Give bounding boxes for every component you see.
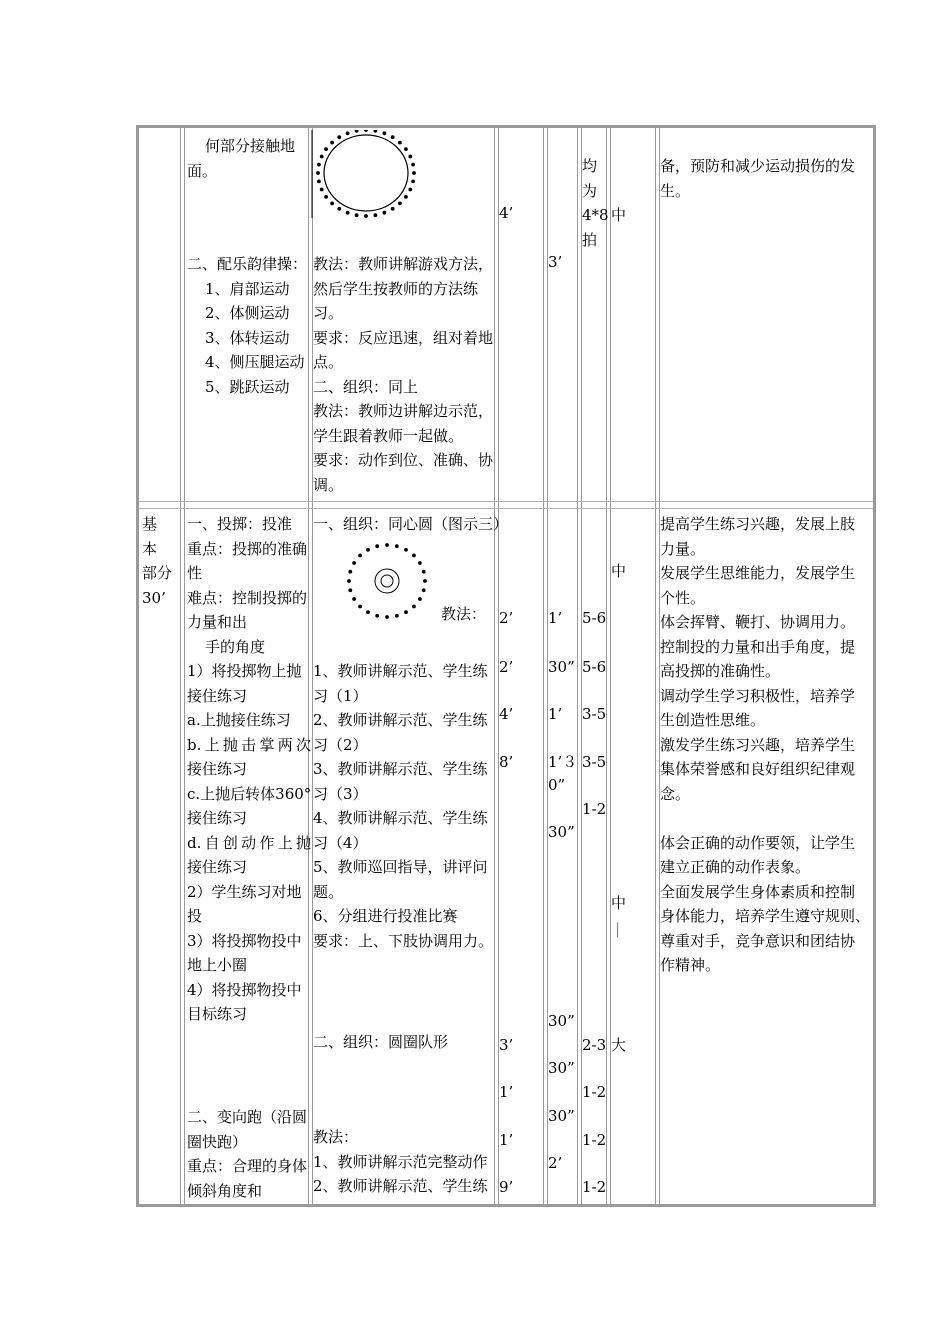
formation-dot <box>316 171 320 175</box>
goal-text: 体会挥臂、鞭打、协调用力。 <box>660 613 856 631</box>
formation-dot <box>408 188 412 192</box>
content-text: b.上抛击掌两次 <box>187 735 311 754</box>
formation-dot <box>324 147 328 151</box>
content-text: 接住练习 <box>187 858 248 876</box>
formation-dot <box>352 597 356 601</box>
content-text: 难点：控制投掷的 <box>187 588 308 607</box>
method-text: 二、组织：同上 <box>313 377 419 396</box>
goal-text: 生创造性思维。 <box>660 711 766 729</box>
method-text: 要求：反应迅速，组对着地 <box>313 328 494 347</box>
formation-dot <box>383 131 387 135</box>
formation-dot <box>337 135 341 139</box>
content-text: 何部分接触地 <box>205 137 296 155</box>
method-text: 教法：教师讲解游戏方法， <box>313 255 494 273</box>
part-duration: 30’ <box>142 588 166 607</box>
content-text: 圈快跑） <box>187 1132 248 1151</box>
rhythm-item: 1、肩部运动 <box>205 279 290 298</box>
goal-text: 念。 <box>660 784 691 803</box>
count-value: 5-6 <box>582 609 607 627</box>
method-title-2: 二、组织：圆圈队形 <box>313 1033 449 1051</box>
rhythm-item: 3、体转运动 <box>205 328 290 347</box>
count-value: 1-2 <box>582 800 607 818</box>
concentric-circle-diagram <box>344 539 434 623</box>
formation-dot <box>330 202 334 206</box>
method-text: 1、教师讲解示范完整动作 <box>313 1152 488 1171</box>
formation-dot <box>346 211 350 215</box>
time-value: 1’ <box>499 1131 514 1149</box>
intensity-value: 大 <box>611 1036 627 1054</box>
formation-dot <box>348 570 352 574</box>
formation-dot <box>395 544 399 548</box>
count-value: 1-2 <box>582 1178 607 1196</box>
formation-dot <box>412 171 416 175</box>
table-row-warmup <box>139 128 873 501</box>
goal-text: 力量。 <box>660 539 706 558</box>
formation-dot <box>364 214 368 218</box>
formation-dot <box>412 554 416 558</box>
content-text: 性 <box>187 564 203 582</box>
goal-text: 激发学生练习兴趣，培养学生 <box>660 735 856 754</box>
goal-text: 个性。 <box>660 588 706 607</box>
goal-text: 身体能力，培养学生遵守规则、 <box>660 907 871 925</box>
content-cell <box>187 512 311 1027</box>
time-value: 3’ <box>548 253 563 271</box>
formation-dot <box>398 202 402 206</box>
part-cell <box>142 512 182 610</box>
goal-text: 备，预防和减少运动损伤的发 <box>660 157 856 175</box>
goal-text: 高投掷的准确性。 <box>660 662 781 680</box>
time-value: 4’ <box>499 204 514 222</box>
count-cell <box>582 154 608 252</box>
method-text: 4、教师讲解示范、学生练 <box>313 809 488 827</box>
count-value: 1-2 <box>582 1083 607 1101</box>
goal-text: 尊重对手，竞争意识和团结协 <box>660 931 856 950</box>
rhythm-item: 2、体侧运动 <box>205 304 290 322</box>
count-value: 3-5 <box>582 705 607 723</box>
formation-dot <box>355 213 359 217</box>
intensity-value: 中 <box>611 206 627 224</box>
formation-dot <box>423 579 427 583</box>
formation-dot <box>398 141 402 145</box>
goal-cell <box>660 154 875 203</box>
rhythm-title: 二、配乐韵律操： <box>187 255 308 273</box>
method-text: 调。 <box>313 475 344 494</box>
content-text: 倾斜角度和 <box>187 1181 263 1200</box>
formation-dot <box>375 614 379 618</box>
formation-dot <box>383 211 387 215</box>
rhythm-exercise-cell <box>187 252 308 399</box>
formation-dot <box>404 548 408 552</box>
formation-dot <box>391 135 395 139</box>
formation-dot <box>364 130 368 132</box>
method-text: 习（1） <box>313 686 368 705</box>
formation-dot <box>330 141 334 145</box>
method-cell <box>313 252 497 497</box>
goal-cell <box>660 512 875 978</box>
method-text: 6、分组进行投准比赛 <box>313 907 458 925</box>
count-text: 4*8 <box>582 206 609 224</box>
content-text: 3）将投掷物投中 <box>187 931 302 950</box>
method-text: 2、教师讲解示范、学生练 <box>313 711 488 729</box>
formation-dot <box>366 548 370 552</box>
content-text: d.自创动作上抛 <box>187 833 311 852</box>
count-value: 5-6 <box>582 658 607 676</box>
each-time-value: 30” <box>548 823 575 841</box>
formation-dot <box>352 561 356 565</box>
content-text: 投 <box>187 907 203 925</box>
content-text: 目标练习 <box>187 1005 248 1023</box>
content-text: 接住练习 <box>187 686 248 705</box>
method-text: 习。 <box>313 304 344 322</box>
goal-text: 提高学生练习兴趣，发展上肢 <box>660 515 856 533</box>
each-time-value: 1’ <box>548 609 563 627</box>
count-value: 2-3 <box>582 1036 607 1054</box>
content-text: 地上小圈 <box>187 956 248 974</box>
content-text: 1）将投掷物上抛 <box>187 662 302 680</box>
formation-dot <box>391 207 395 211</box>
method-text: 3、教师讲解示范、学生练 <box>313 760 488 778</box>
formation-dot <box>320 188 324 192</box>
each-time-value: 2’ <box>548 1154 563 1172</box>
content-text: 手的角度 <box>205 637 266 656</box>
time-value: 2’ <box>499 609 514 627</box>
formation-dot <box>366 610 370 614</box>
content-text: 4）将投掷物投中 <box>187 980 302 999</box>
method-label: 教法： <box>441 605 487 623</box>
count-value: 1-2 <box>582 1131 607 1149</box>
each-time-value: 30” <box>548 658 575 676</box>
goal-text: 生。 <box>660 181 691 200</box>
method-text: 习（4） <box>313 833 368 852</box>
content-text: 力量和出 <box>187 613 248 631</box>
content-cell <box>187 134 308 183</box>
count-value: 3-5 <box>582 753 607 771</box>
content-text: c.上抛后转体360° <box>187 784 312 803</box>
formation-dot <box>404 195 408 199</box>
formation-dot <box>347 579 351 583</box>
circle-formation-diagram <box>311 130 421 222</box>
goal-text: 控制投的力量和出手角度，提 <box>660 637 856 656</box>
method-cell-2 <box>313 1125 497 1199</box>
time-value: 4’ <box>499 705 514 723</box>
formation-dot <box>324 195 328 199</box>
goal-text: 集体荣誉感和良好组织纪律观 <box>660 760 856 778</box>
part-label: 基 本 <box>142 515 173 558</box>
formation-dot <box>337 207 341 211</box>
time-value: 3’ <box>499 1036 514 1054</box>
content-text: 二、变向跑（沿圆 <box>187 1108 308 1126</box>
content-text: 接住练习 <box>187 760 248 778</box>
each-time-value: 30” <box>548 1012 575 1030</box>
formation-dot <box>395 614 399 618</box>
time-value: 2’ <box>499 658 514 676</box>
count-text: 均 <box>582 157 598 175</box>
time-value: 1’ <box>499 1083 514 1101</box>
formation-dot <box>408 155 412 159</box>
goal-text: 作精神。 <box>660 956 721 974</box>
content-text: 重点：合理的身体 <box>187 1157 308 1175</box>
formation-dot <box>375 544 379 548</box>
part-label: 部分 <box>142 564 173 582</box>
method-text: 教法：教师边讲解边示范， <box>313 402 494 420</box>
each-time-value: 30” <box>548 1107 575 1125</box>
formation-dot <box>404 610 408 614</box>
method-text: 习（2） <box>313 735 368 754</box>
method-text: 然后学生按教师的方法练 <box>313 279 479 298</box>
formation-dots <box>316 130 416 218</box>
time-value: 8’ <box>499 753 514 771</box>
formation-dot <box>317 163 321 167</box>
content-text: 一、投掷：投准 <box>187 515 293 533</box>
method-text: 1、教师讲解示范、学生练 <box>313 662 488 680</box>
formation-dot <box>320 155 324 159</box>
method-label: 教法： <box>313 1128 359 1146</box>
formation-dot <box>404 147 408 151</box>
formation-dot <box>411 163 415 167</box>
content-text: 接住练习 <box>187 809 248 827</box>
formation-dot <box>422 588 426 592</box>
lesson-plan-table <box>136 125 876 1207</box>
each-time-value: 0” <box>548 776 566 794</box>
formation-dot <box>418 561 422 565</box>
count-text: 拍 <box>582 230 598 249</box>
formation-dots <box>347 543 427 619</box>
content-text: 重点：投掷的准确 <box>187 539 308 558</box>
time-value: 9’ <box>499 1178 514 1196</box>
rhythm-item: 5、跳跃运动 <box>205 377 290 396</box>
method-text: 点。 <box>313 353 344 371</box>
each-time-value: 1’ <box>548 705 563 723</box>
intensity-value: 中 <box>611 562 627 580</box>
method-text: 要求：动作到位、准确、协 <box>313 451 494 469</box>
method-text: 5、教师巡回指导，讲评问 <box>313 858 488 876</box>
content-text: 2）学生练习对地 <box>187 882 302 901</box>
formation-dot <box>346 131 350 135</box>
method-title: 一、组织：同心圆（图示三） <box>313 515 509 533</box>
each-time-value: 30” <box>548 1059 575 1077</box>
formation-dot <box>385 615 389 619</box>
formation-dot <box>411 180 415 184</box>
goal-text: 发展学生思维能力，发展学生 <box>660 564 856 582</box>
method-text: 学生跟着教师一起做。 <box>313 426 464 445</box>
intensity-value: | <box>615 920 621 938</box>
formation-dot <box>355 130 359 133</box>
goal-text: 调动学生学习积极性，培养学 <box>660 686 856 705</box>
row-separator <box>139 501 873 509</box>
method-text: 题。 <box>313 882 344 901</box>
goal-text <box>660 806 875 831</box>
goal-text: 体会正确的动作要领，让学生 <box>660 833 856 852</box>
formation-dot <box>412 605 416 609</box>
goal-text: 全面发展学生身体素质和控制 <box>660 882 856 901</box>
method-text: 习（3） <box>313 784 368 803</box>
formation-dot <box>374 130 378 133</box>
method-text: 2、教师讲解示范、学生练 <box>313 1177 488 1195</box>
method-text: 要求：上、下肢协调用力。 <box>313 931 494 950</box>
formation-dot <box>348 588 352 592</box>
content-cell-run <box>187 1105 311 1203</box>
table-row-main-part <box>139 509 873 1204</box>
formation-dot <box>374 213 378 217</box>
intensity-value: 中 <box>611 894 627 912</box>
count-text: 为 <box>582 181 598 200</box>
formation-dot <box>317 180 321 184</box>
formation-dot <box>358 605 362 609</box>
each-time-value: 1’３ <box>548 753 578 771</box>
formation-dot <box>358 554 362 558</box>
content-text: a.上抛接住练习 <box>187 711 291 729</box>
goal-text: 建立正确的动作表象。 <box>660 858 811 876</box>
formation-dot <box>385 543 389 547</box>
content-text: 面。 <box>187 161 218 180</box>
formation-dot <box>422 570 426 574</box>
method-cell <box>313 659 497 953</box>
formation-dot <box>418 597 422 601</box>
rhythm-item: 4、侧压腿运动 <box>205 353 305 371</box>
